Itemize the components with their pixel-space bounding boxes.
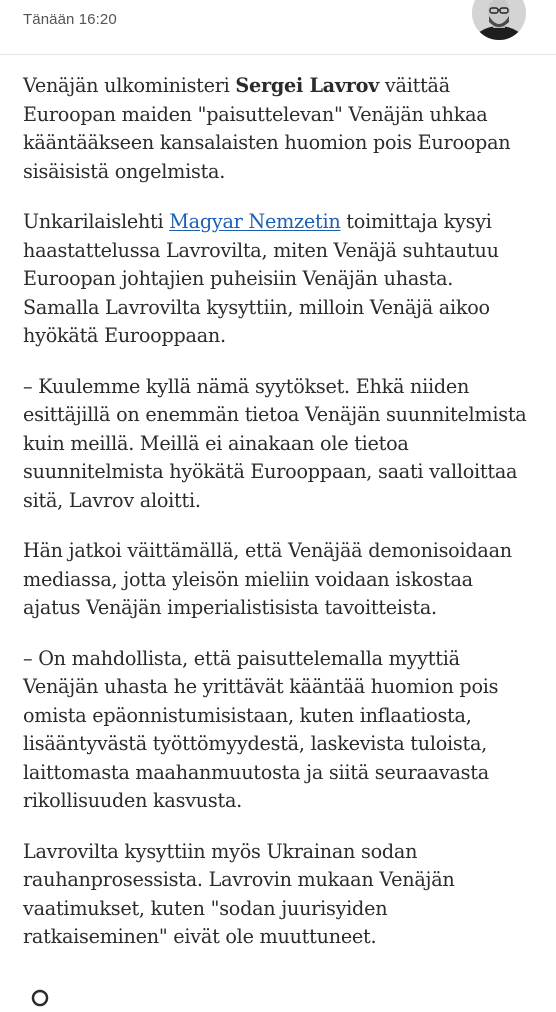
article-paragraph: Lavrovilta kysyttiin myös Ukrainan sodan rauhanprosessista. Lavrovin mukaan Venäjän vaatimukset, kuten "sodan juurisyiden ratkaiseminen" eivät ole muuttuneet. [23, 839, 455, 948]
partial-icon [30, 988, 50, 1008]
author-avatar-icon[interactable] [472, 0, 526, 40]
article-header [0, 0, 556, 55]
publish-timestamp: Tänään 16:20 [23, 11, 117, 28]
person-name: Sergei Lavrov [235, 74, 380, 97]
paragraph-text: väittää Euroopan maiden "paisuttelevan" Venäjän uhkaa kääntääkseen kansalaisten huomion pois Euroopan sisäisistä ongelmista. [23, 74, 511, 183]
author-avatar-icon [472, 0, 526, 40]
article-paragraph [23, 72, 535, 186]
paragraph-text: toimittaja kysyi haastattelussa Lavrovilta, miten Venäjä suhtautuu Euroopan johtajien puheisiin Venäjän uhasta. Samalla Lavrovilta kysyttiin, milloin Venäjä aikoo hyökätä Eurooppaan. [23, 210, 499, 347]
article-paragraph: – Kuulemme kyllä nämä syytökset. Ehkä niiden esittäjillä on enemmän tietoa Venäjän suunnitelmista kuin meillä. Meillä ei ainakaan ole tietoa suunnitelmista hyökätä Eurooppaan, saati valloittaa sitä, Lavrov aloitti. [23, 374, 527, 512]
article-paragraph: – On mahdollista, että paisuttelemalla myyttiä Venäjän uhasta he yrittävät kääntää huomion pois omista epäonnistumisistaan, kuten inflaatiosta, lisääntyvästä työttömyydestä, laskevista tuloista, laittomasta maahanmuutosta ja siitä seuraavasta rikollisuuden kasvusta. [23, 646, 499, 812]
article-paragraph: Hän jatkoi väittämällä, että Venäjää demonisoidaan mediassa, jotta yleisön mieliin voidaan iskostaa ajatus Venäjän imperialistisista tavoitteista. [23, 539, 512, 619]
paragraph-text: Unkarilaislehti [23, 210, 170, 233]
article-body [23, 72, 535, 974]
source-link[interactable]: Magyar Nemzetin [169, 210, 341, 233]
partial-icon-shape [30, 988, 50, 1008]
article-paragraph [23, 208, 535, 351]
paragraph-text: Venäjän ulkoministeri [23, 74, 236, 97]
